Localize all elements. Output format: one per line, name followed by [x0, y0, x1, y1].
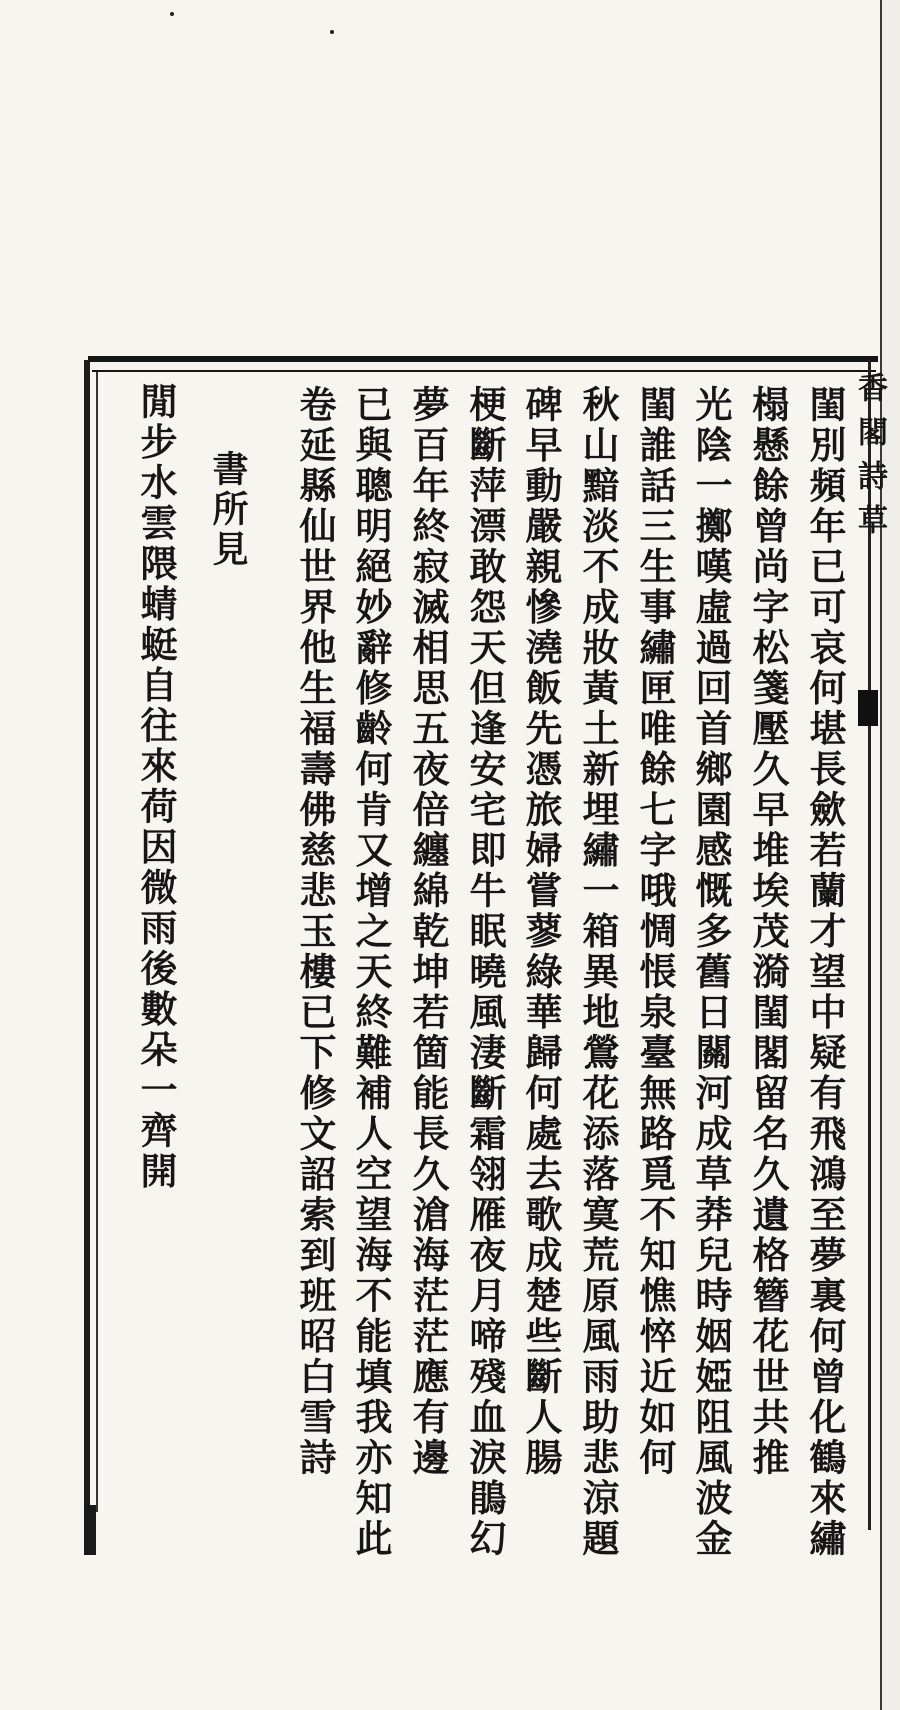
frame-corner	[84, 1505, 96, 1555]
text-column-8: 夢百年終寂滅相思五夜倍纏綿乾坤若箇能長久滄海茫茫應有邊	[406, 385, 450, 1479]
poem-title: 書所見	[207, 450, 249, 570]
frame-top-inner-border	[92, 370, 876, 372]
text-column-5: 秋山黯淡不成妝黃土新埋繡一箱異地鶯花添落寞荒原風雨助悲涼題	[576, 385, 620, 1560]
text-column-7: 梗斷萍漂敢怨天但逢安宅即牛眠曉風淒斷霜翎雁夜月啼殘血淚鵑幻	[463, 385, 507, 1560]
frame-left-inner-border	[96, 372, 98, 1512]
text-column-10: 卷延縣仙世界他生福壽佛慈悲玉樓已下修文詔索到班昭白雪詩	[293, 385, 337, 1479]
text-column-1: 閨別頻年已可哀何堪長歛若蘭才望中疑有飛鴻至夢裏何曾化鶴來繡	[803, 385, 847, 1560]
page-spine	[880, 0, 900, 1710]
text-column-9: 已與聰明絕妙辭修齡何肯又增之天終難補人空望海不能填我亦知此	[349, 385, 393, 1560]
text-column-2: 榻懸餘曾尚字松箋壓久早堆埃茂漪閨閣留名久遺格簪花世共推	[746, 385, 790, 1479]
fishtail-marker	[858, 690, 878, 726]
text-column-6: 碑早動嚴親慘澆飯先憑旅婦嘗蓼綠華歸何處去歌成楚些斷人腸	[519, 385, 563, 1479]
frame-top-border	[88, 356, 878, 362]
running-head: 香閣詩草	[852, 372, 887, 548]
text-column-3: 光陰一擲嘆虛過回首鄉園感慨多舊日關河成草莽兒時姻婭阻風波金	[689, 385, 733, 1560]
speck	[330, 30, 334, 34]
speck	[170, 12, 174, 16]
frame-left-border	[84, 360, 90, 1522]
text-column-4: 閨誰話三生事繡匣唯餘七字哦惆悵泉臺無路覓不知憔悴近如何	[633, 385, 677, 1479]
text-column-12: 閒步水雲隈蜻蜓自往來荷因微雨後數朵一齊開	[134, 382, 178, 1192]
